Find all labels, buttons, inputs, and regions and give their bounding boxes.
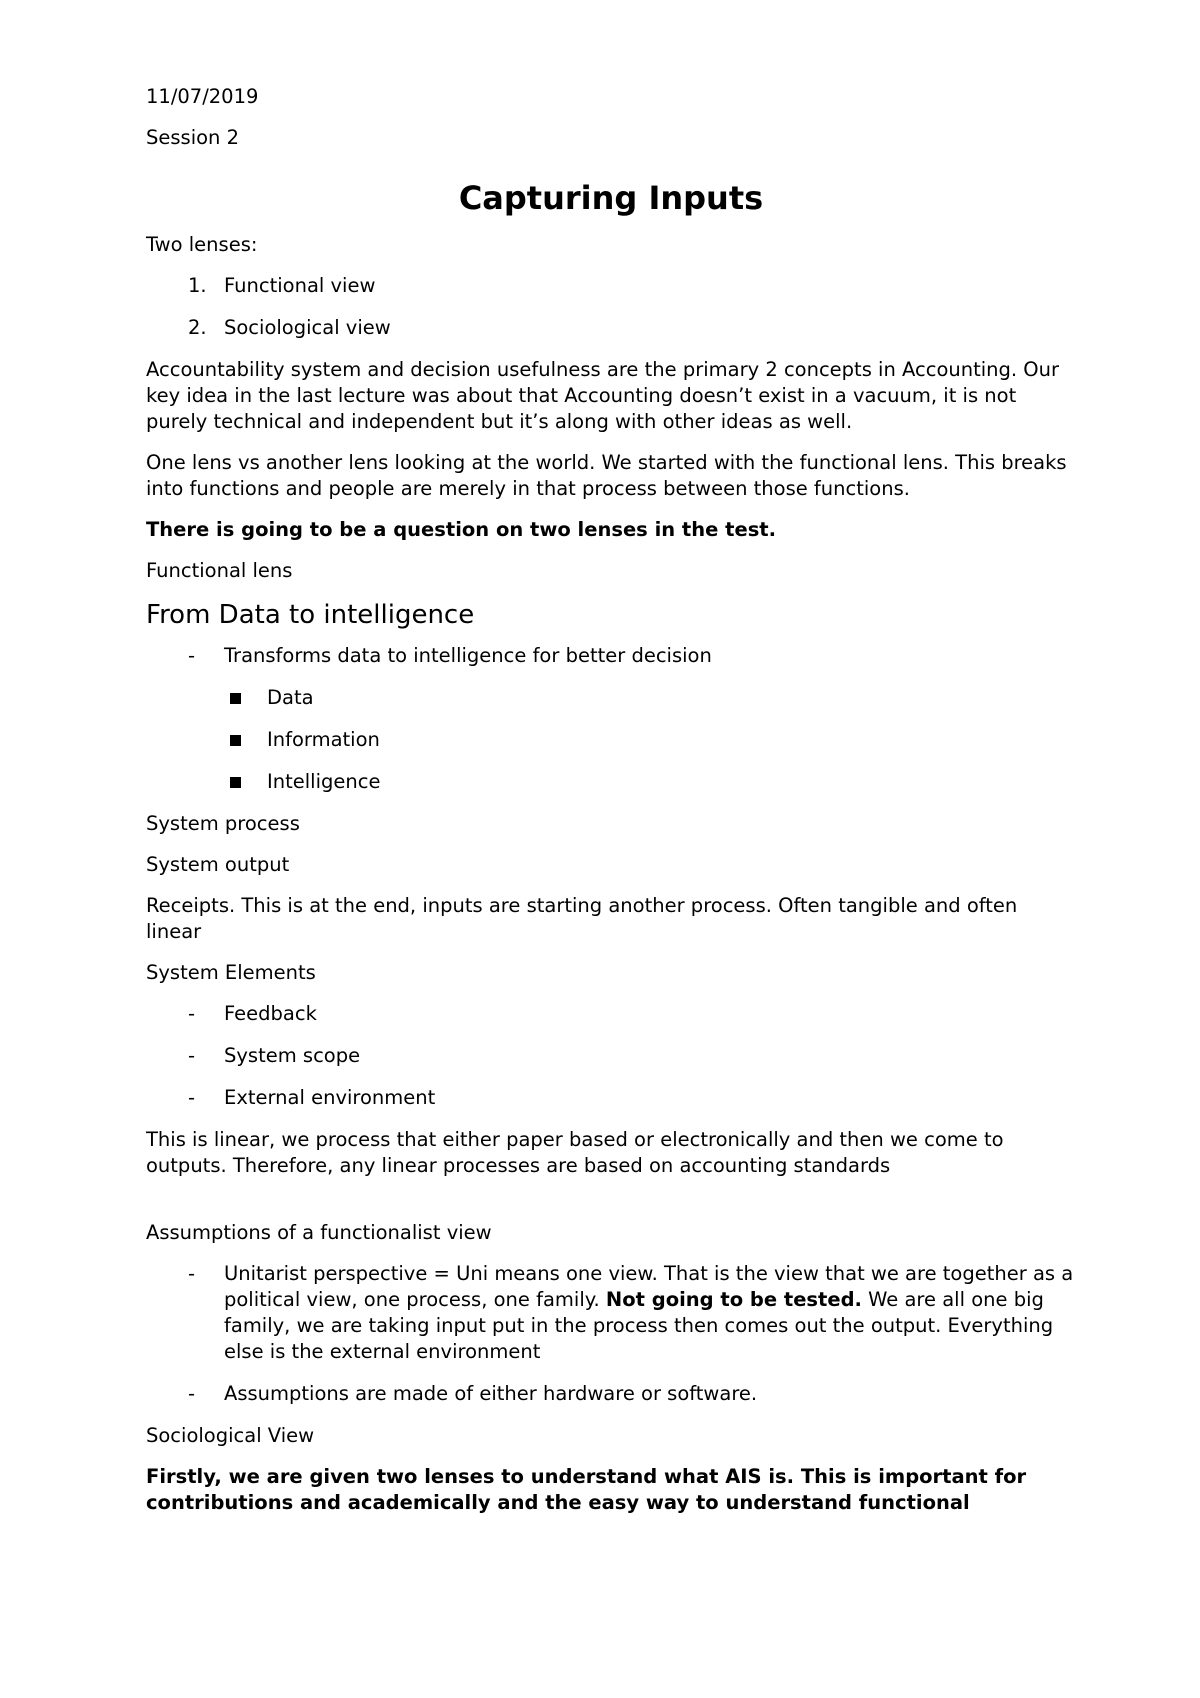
list-item xyxy=(146,1043,1076,1069)
assumptions-label: Assumptions of a functionalist view xyxy=(146,1221,492,1244)
list-item-text: External environment xyxy=(224,1086,436,1109)
list-item xyxy=(146,1381,1076,1407)
list-item xyxy=(146,685,1076,711)
paragraph-firstly: Firstly, we are given two lenses to understand what AIS is. This is important for contributions and academically and the easy way to understand functional xyxy=(146,1465,1027,1514)
two-lenses-label: Two lenses: xyxy=(146,233,258,256)
blank-line xyxy=(146,1194,1076,1220)
transforms-list xyxy=(146,643,1076,669)
list-number: 1. xyxy=(188,274,207,297)
dash-bullet: - xyxy=(188,1086,196,1109)
square-bullet-icon xyxy=(230,693,241,704)
paragraph-one-lens: One lens vs another lens looking at the world. We started with the functional lens. This breaks into functions and people are merely in that process between those functions. xyxy=(146,451,1067,500)
list-item xyxy=(146,1001,1076,1027)
list-item-text: Intelligence xyxy=(267,770,381,793)
list-item xyxy=(146,273,1076,299)
paragraph-linear: This is linear, we process that either paper based or electronically and then we come to outputs. Therefore, any linear processes are based on accounting standards xyxy=(146,1128,1004,1177)
list-item-text: Sociological view xyxy=(224,316,391,339)
functional-lens-label: Functional lens xyxy=(146,559,293,582)
list-item xyxy=(146,769,1076,795)
dash-bullet: - xyxy=(188,1382,196,1405)
list-item-text: Feedback xyxy=(224,1002,317,1025)
list-item xyxy=(146,727,1076,753)
list-item-text: Assumptions are made of either hardware or software. xyxy=(224,1382,758,1405)
list-number: 2. xyxy=(188,316,207,339)
list-item xyxy=(146,1261,1076,1365)
system-process-label: System process xyxy=(146,812,300,835)
sociological-view-label: Sociological View xyxy=(146,1424,315,1447)
system-elements-list xyxy=(146,1001,1076,1111)
date: 11/07/2019 xyxy=(146,85,259,108)
list-item-text: Functional view xyxy=(224,274,376,297)
assumptions-list xyxy=(146,1261,1076,1407)
dash-bullet: - xyxy=(188,1002,196,1025)
system-output-label: System output xyxy=(146,853,290,876)
square-bullet-icon xyxy=(230,735,241,746)
list-item-text xyxy=(224,1262,1073,1363)
list-item xyxy=(146,1085,1076,1111)
lenses-list xyxy=(146,273,1076,341)
system-elements-label: System Elements xyxy=(146,961,316,984)
list-item xyxy=(146,643,1076,669)
list-item xyxy=(146,315,1076,341)
list-item-text: Data xyxy=(267,686,314,709)
paragraph-accountability: Accountability system and decision usefulness are the primary 2 concepts in Accounting. Our key idea in the last lecture was about that Accounting doesn’t exist in a vacuum, it is not purely technical and independent but it’s along with other ideas as well. xyxy=(146,358,1060,433)
transform-steps-list xyxy=(146,685,1076,795)
list-item-text: System scope xyxy=(224,1044,361,1067)
dash-bullet: - xyxy=(188,644,196,667)
assumption-bold-note: Not going to be tested. xyxy=(605,1288,862,1311)
section-heading: From Data to intelligence xyxy=(146,600,475,630)
document-page xyxy=(146,84,1076,1531)
document-title: Capturing Inputs xyxy=(458,179,764,217)
dash-bullet: - xyxy=(188,1262,196,1285)
session-label: Session 2 xyxy=(146,126,240,149)
test-note: There is going to be a question on two lenses in the test. xyxy=(146,518,777,541)
dash-bullet: - xyxy=(188,1044,196,1067)
assumption-text: We are all one big family, we are taking input put in the process then comes out the output. Everything else is the external environment xyxy=(224,1288,1054,1363)
list-item-text: Information xyxy=(267,728,380,751)
paragraph-receipts: Receipts. This is at the end, inputs are starting another process. Often tangible and often linear xyxy=(146,894,1018,943)
assumption-text: Unitarist perspective = Uni means one view. That is the view that we are together as a political view, one process, one family. xyxy=(224,1262,1074,1311)
square-bullet-icon xyxy=(230,777,241,788)
list-item-text: Transforms data to intelligence for better decision xyxy=(224,644,712,667)
